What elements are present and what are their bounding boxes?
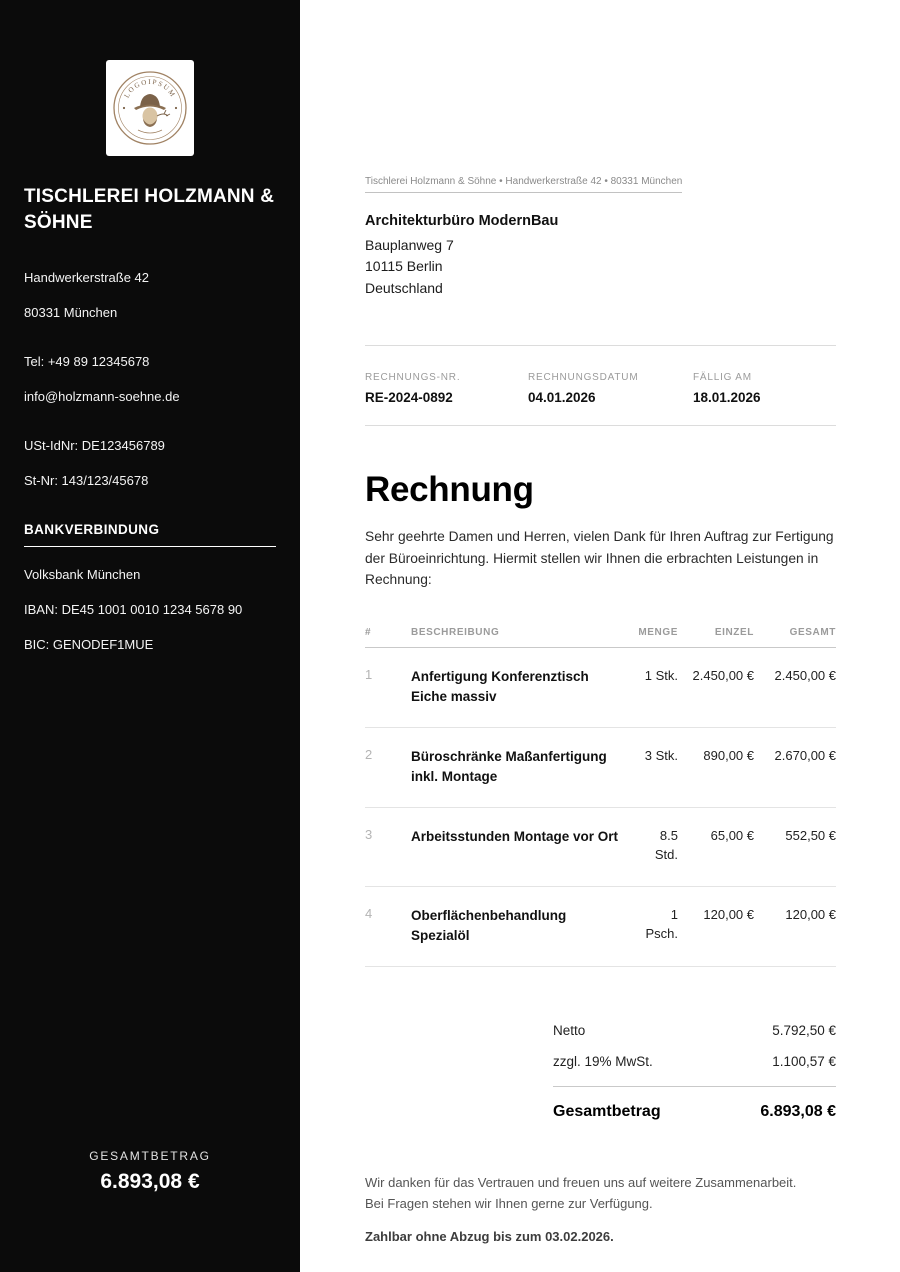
vat-value: 1.100,57 € <box>772 1054 836 1070</box>
item-description: Anfertigung Konferenztisch Eiche massiv <box>411 669 589 704</box>
bank-details-heading: BANKVERBINDUNG <box>24 522 276 547</box>
netto-value: 5.792,50 € <box>772 1023 836 1039</box>
invoice-date-value: 04.01.2026 <box>528 389 596 405</box>
table-row <box>365 648 836 728</box>
netto-row <box>553 1015 836 1046</box>
sidebar-total <box>24 1149 276 1194</box>
item-total: 120,00 € <box>785 907 836 923</box>
closing-text <box>365 1173 836 1214</box>
closing-line-1: Wir danken für das Vertrauen und freuen uns auf weitere Zusammenarbeit. <box>365 1175 797 1191</box>
table-header-row <box>365 627 836 648</box>
sidebar-total-label: GESAMTBETRAG <box>89 1149 211 1163</box>
recipient-country: Deutschland <box>365 279 443 296</box>
document-title: Rechnung <box>365 469 534 509</box>
item-position: 1 <box>365 667 373 683</box>
item-quantity: 3 Stk. <box>644 748 678 764</box>
company-tax-no: St-Nr: 143/123/45678 <box>24 473 149 489</box>
recipient-city: 10115 Berlin <box>365 258 443 275</box>
vat-label: zzgl. 19% MwSt. <box>553 1054 653 1070</box>
invoice-due-value: 18.01.2026 <box>693 389 761 405</box>
invoice-number-block <box>365 372 528 405</box>
bank-name: Volksbank München <box>24 567 141 583</box>
sender-return-address: Tischlerei Holzmann & Söhne • Handwerkerstraße 42 • 80331 München <box>365 176 682 193</box>
invoice-due-block <box>693 372 836 405</box>
col-header-total: GESAMT <box>789 627 836 639</box>
invoice-number-label: RECHNUNGS-NR. <box>365 371 461 383</box>
sidebar-total-value: 6.893,08 € <box>100 1170 200 1193</box>
line-items-table <box>365 627 836 967</box>
logo-text: LOGOIPSUM <box>122 77 178 100</box>
table-row <box>365 808 836 887</box>
item-position: 3 <box>365 827 373 843</box>
item-quantity: 8.5 Std. <box>654 828 678 863</box>
company-city: 80331 München <box>24 305 118 321</box>
closing-line-2: Bei Fragen stehen wir Ihnen gerne zur Verfügung. <box>365 1195 653 1211</box>
col-header-unit-price: EINZEL <box>714 627 754 639</box>
col-header-pos: # <box>365 627 372 639</box>
item-unit-price: 65,00 € <box>710 828 754 844</box>
grand-total-value: 6.893,08 € <box>760 1103 836 1121</box>
bank-bic: BIC: GENODEF1MUE <box>24 637 154 653</box>
invoice-date-label: RECHNUNGSDATUM <box>528 371 639 383</box>
invoice-date-block <box>528 372 693 405</box>
col-header-quantity: MENGE <box>638 627 678 639</box>
recipient-street: Bauplanweg 7 <box>365 237 454 254</box>
company-email: info@holzmann-soehne.de <box>24 389 180 405</box>
netto-label: Netto <box>553 1023 586 1039</box>
company-logo <box>106 60 194 156</box>
item-total: 2.450,00 € <box>774 668 836 684</box>
invoice-body <box>300 0 900 1272</box>
item-total: 552,50 € <box>785 828 836 844</box>
company-name: TISCHLEREI HOLZMANN & SÖHNE <box>24 186 275 234</box>
grand-total-row <box>553 1087 836 1129</box>
item-unit-price: 2.450,00 € <box>692 668 754 684</box>
col-header-description: BESCHREIBUNG <box>411 627 500 639</box>
vat-row <box>553 1046 836 1087</box>
company-phone: Tel: +49 89 12345678 <box>24 354 150 370</box>
intro-paragraph: Sehr geehrte Damen und Herren, vielen Dank für Ihren Auftrag zur Fertigung der Büroeinrichtung. Hiermit stellen wir Ihnen die erbrachten Leistungen in Rechnung: <box>365 528 834 588</box>
grand-total-label: Gesamtbetrag <box>553 1103 661 1121</box>
item-unit-price: 120,00 € <box>703 907 754 923</box>
payment-terms-note: Zahlbar ohne Abzug bis zum 03.02.2026. <box>365 1229 614 1245</box>
item-description: Oberflächenbehandlung Spezialöl <box>411 908 567 943</box>
item-description: Arbeitsstunden Montage vor Ort <box>411 829 619 845</box>
company-street: Handwerkerstraße 42 <box>24 270 149 286</box>
item-description: Büroschränke Maßanfertigung inkl. Montage <box>411 749 607 784</box>
table-row <box>365 887 836 967</box>
totals-summary <box>553 1015 836 1129</box>
sidebar <box>0 0 300 1272</box>
recipient-name: Architekturbüro ModernBau <box>365 213 559 229</box>
item-position: 4 <box>365 906 373 922</box>
company-vat-id: USt-IdNr: DE123456789 <box>24 438 165 454</box>
logo-emblem-icon <box>110 64 190 152</box>
bank-iban: IBAN: DE45 1001 0010 1234 5678 90 <box>24 602 243 618</box>
invoice-meta <box>365 345 836 426</box>
item-quantity: 1 Stk. <box>644 668 678 684</box>
item-unit-price: 890,00 € <box>703 748 754 764</box>
recipient-address-block <box>365 210 836 299</box>
table-row <box>365 728 836 808</box>
invoice-due-label: FÄLLIG AM <box>693 371 752 383</box>
item-total: 2.670,00 € <box>774 748 836 764</box>
invoice-number-value: RE-2024-0892 <box>365 389 453 405</box>
item-position: 2 <box>365 747 373 763</box>
item-quantity: 1 Psch. <box>645 907 678 941</box>
